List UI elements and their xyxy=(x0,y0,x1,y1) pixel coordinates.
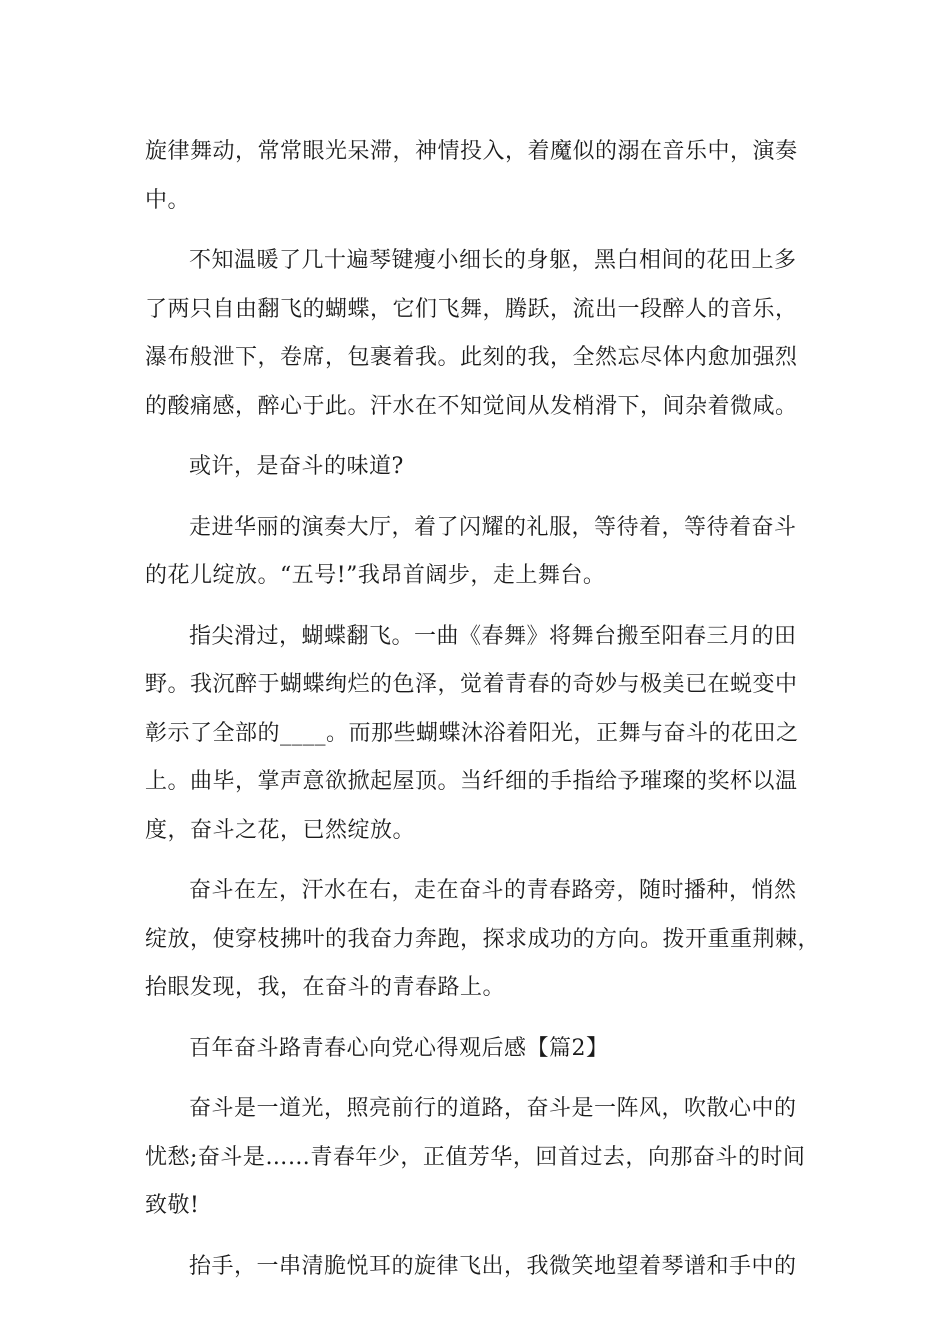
text-line: 旋律舞动，常常眼光呆滞，神情投入，着魔似的溺在音乐中，演奏 xyxy=(145,139,798,164)
text-line: 奋斗是一道光，照亮前行的道路，奋斗是一阵风，吹散心中的 xyxy=(189,1096,797,1121)
text-line: 不知温暖了几十遍琴键瘦小细长的身躯，黑白相间的花田上多 xyxy=(189,248,797,273)
text-line: 走进华丽的演奏大厅，着了闪耀的礼服，等待着，等待着奋斗 xyxy=(189,514,797,540)
text-line: 上。曲毕，掌声意欲掀起屋顶。当纤细的手指给予璀璨的奖杯以温 xyxy=(145,769,798,794)
document-body xyxy=(145,128,825,1291)
text-line: 忧愁;奋斗是……青春年少，正值芳华，回首过去，向那奋斗的时间 xyxy=(145,1144,806,1170)
paragraph xyxy=(145,443,825,492)
text-line: 瀑布般泄下，卷席，包裹着我。此刻的我，全然忘尽体内愈加强烈 xyxy=(145,345,798,370)
text-line: 指尖滑过，蝴蝶翻飞。一曲《春舞》将舞台搬至阳春三月的田 xyxy=(189,623,797,649)
paragraph xyxy=(145,237,825,431)
paragraph xyxy=(145,867,825,1013)
text-line: 抬眼发现，我，在奋斗的青春路上。 xyxy=(145,975,506,1000)
paragraph xyxy=(145,1025,825,1074)
text-line: 度，奋斗之花，已然绽放。 xyxy=(145,817,416,843)
text-line: 致敬! xyxy=(145,1193,200,1218)
paragraph xyxy=(145,613,825,856)
text-line: 奋斗在左，汗水在右，走在奋斗的青春路旁，随时播种，悄然 xyxy=(189,878,797,903)
text-line: 的花儿绽放。“五号!”我昂首阔步，走上舞台。 xyxy=(145,563,606,588)
text-line: 野。我沉醉于蝴蝶绚烂的色泽，觉着青春的奇妙与极美已在蜕变中 xyxy=(145,672,798,697)
text-line: 百年奋斗路青春心向党心得观后感【篇2】 xyxy=(189,1035,609,1061)
text-line: 中。 xyxy=(145,187,191,213)
text-line: 了两只自由翻飞的蝴蝶，它们飞舞，腾跃，流出一段醉人的音乐， xyxy=(145,296,798,322)
text-line: 绽放，使穿枝拂叶的我奋力奔跑，探求成功的方向。拨开重重荆棘， xyxy=(145,926,821,952)
paragraph xyxy=(145,1085,825,1231)
text-line: 抬手，一串清脆悦耳的旋律飞出，我微笑地望着琴谱和手中的 xyxy=(189,1253,797,1279)
text-line: 的酸痛感，醉心于此。汗水在不知觉间从发梢滑下，间杂着微咸。 xyxy=(145,393,798,419)
text-line: 彰示了全部的____。而那些蝴蝶沐浴着阳光，正舞与奋斗的花田之 xyxy=(145,720,799,746)
text-line: 或许，是奋斗的味道? xyxy=(189,454,404,479)
paragraph xyxy=(145,128,825,225)
paragraph xyxy=(145,504,825,601)
paragraph xyxy=(145,1243,825,1292)
